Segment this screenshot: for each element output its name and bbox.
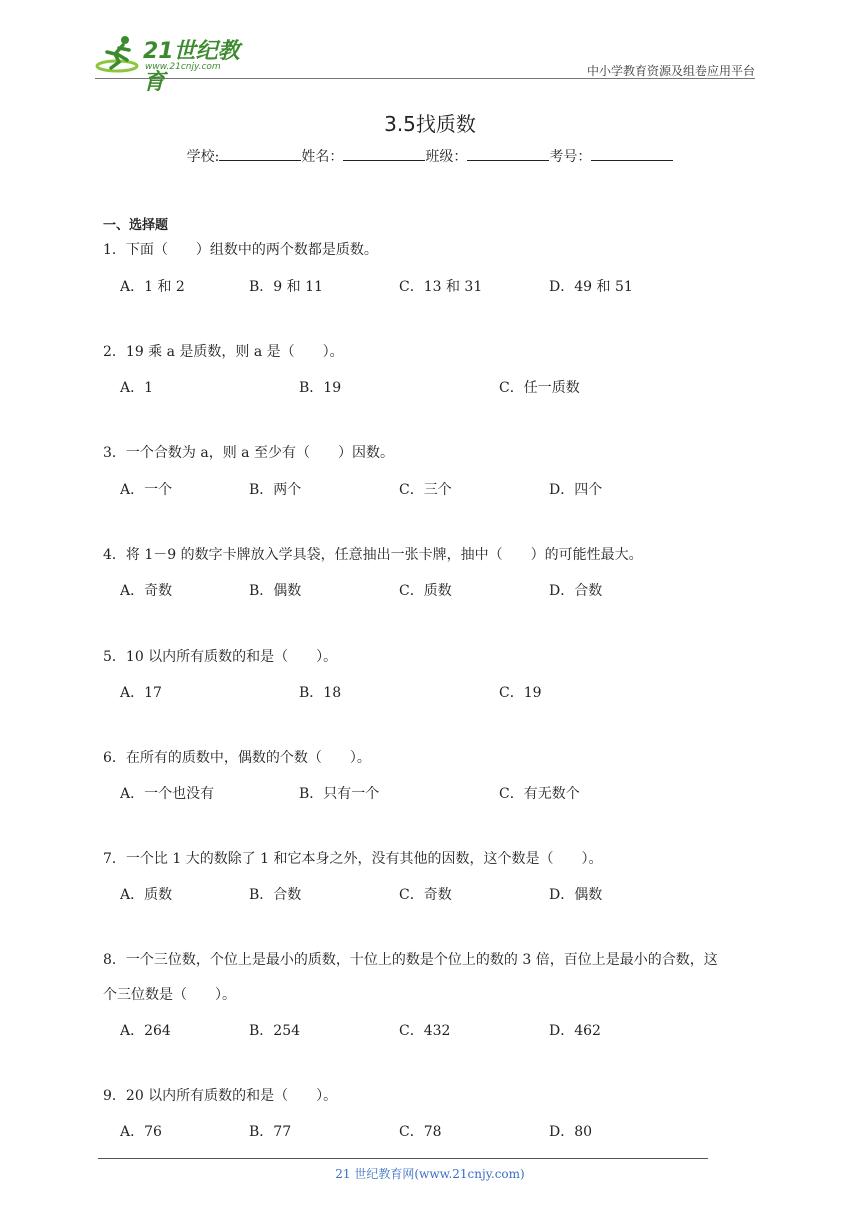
question-5: 5．10 以内所有质数的和是（ ）。 [103,649,338,665]
logo-url: www.21cnjy.com [145,62,221,72]
footer-link[interactable]: 21 世纪教育网(www.21cnjy.com) [335,1167,525,1181]
class-label: 班级： [425,149,468,165]
option-9d[interactable]: D．80 [549,1124,593,1140]
question-4: 4．将 1－9 的数字卡牌放入学具袋，任意抽出一张卡牌，抽中（ ）的可能性最大。 [103,547,643,563]
runner-logo-icon [95,34,141,74]
option-1d[interactable]: D．49 和 51 [549,279,633,295]
student-info [0,146,860,166]
question-7: 7．一个比 1 大的数除了 1 和它本身之外，没有其他的因数，这个数是（ ）。 [103,851,603,867]
option-3a[interactable]: A．一个 [120,482,173,498]
class-field[interactable] [467,146,549,161]
name-label: 姓名： [301,149,344,165]
option-4d[interactable]: D．合数 [549,583,603,599]
question-2: 2．19 乘 a 是质数，则 a 是（ ）。 [103,344,344,360]
footer-divider [98,1158,708,1159]
option-7a[interactable]: A．质数 [120,887,173,903]
question-9: 9．20 以内所有质数的和是（ ）。 [103,1088,338,1104]
option-6a[interactable]: A．一个也没有 [120,786,215,802]
option-6b[interactable]: B．只有一个 [299,786,380,802]
option-3b[interactable]: B．两个 [249,482,302,498]
question-8-line1: 8．一个三位数，个位上是最小的质数，十位上的数是个位上的数的 3 倍，百位上是最小的合数，这 [103,952,718,968]
option-4b[interactable]: B．偶数 [249,583,302,599]
logo-text: 21世纪教育 [143,39,240,95]
option-7c[interactable]: C．奇数 [399,887,452,903]
option-2b[interactable]: B．19 [299,380,342,396]
platform-name: 中小学教育资源及组卷应用平台 [586,64,755,78]
school-label: 学校: [186,149,220,165]
option-8d[interactable]: D．462 [549,1023,601,1039]
question-1: 1．下面（ ）组数中的两个数都是质数。 [103,242,378,258]
option-4c[interactable]: C．质数 [399,583,452,599]
option-8a[interactable]: A．264 [120,1023,171,1039]
name-field[interactable] [343,146,425,161]
exam-no-field[interactable] [591,146,673,161]
option-6c[interactable]: C．有无数个 [499,786,580,802]
option-8c[interactable]: C．432 [399,1023,451,1039]
option-3c[interactable]: C．三个 [399,482,452,498]
option-2a[interactable]: A．1 [120,380,154,396]
option-7d[interactable]: D．偶数 [549,887,603,903]
option-9b[interactable]: B．77 [249,1124,292,1140]
option-5b[interactable]: B．18 [299,685,342,701]
exam-no-label: 考号： [549,149,592,165]
option-1a[interactable]: A．1 和 2 [120,279,185,295]
option-4a[interactable]: A．奇数 [120,583,173,599]
option-5c[interactable]: C．19 [499,685,542,701]
option-5a[interactable]: A．17 [120,685,162,701]
page-title: 3.5找质数 [384,112,476,136]
option-9a[interactable]: A．76 [120,1124,162,1140]
logo [95,32,255,95]
option-1b[interactable]: B．9 和 11 [249,279,323,295]
option-8b[interactable]: B．254 [249,1023,301,1039]
section-heading: 一、选择题 [103,218,169,233]
question-6: 6．在所有的质数中，偶数的个数（ ）。 [103,750,371,766]
page-header [95,32,755,95]
question-8-line2: 个三位数是（ ）。 [103,987,236,1003]
option-3d[interactable]: D．四个 [549,482,603,498]
school-field[interactable] [219,146,301,161]
option-2c[interactable]: C．任一质数 [499,380,580,396]
question-3: 3．一个合数为 a，则 a 至少有（ ）因数。 [103,445,394,461]
option-1c[interactable]: C．13 和 31 [399,279,483,295]
option-7b[interactable]: B．合数 [249,887,302,903]
option-9c[interactable]: C．78 [399,1124,442,1140]
